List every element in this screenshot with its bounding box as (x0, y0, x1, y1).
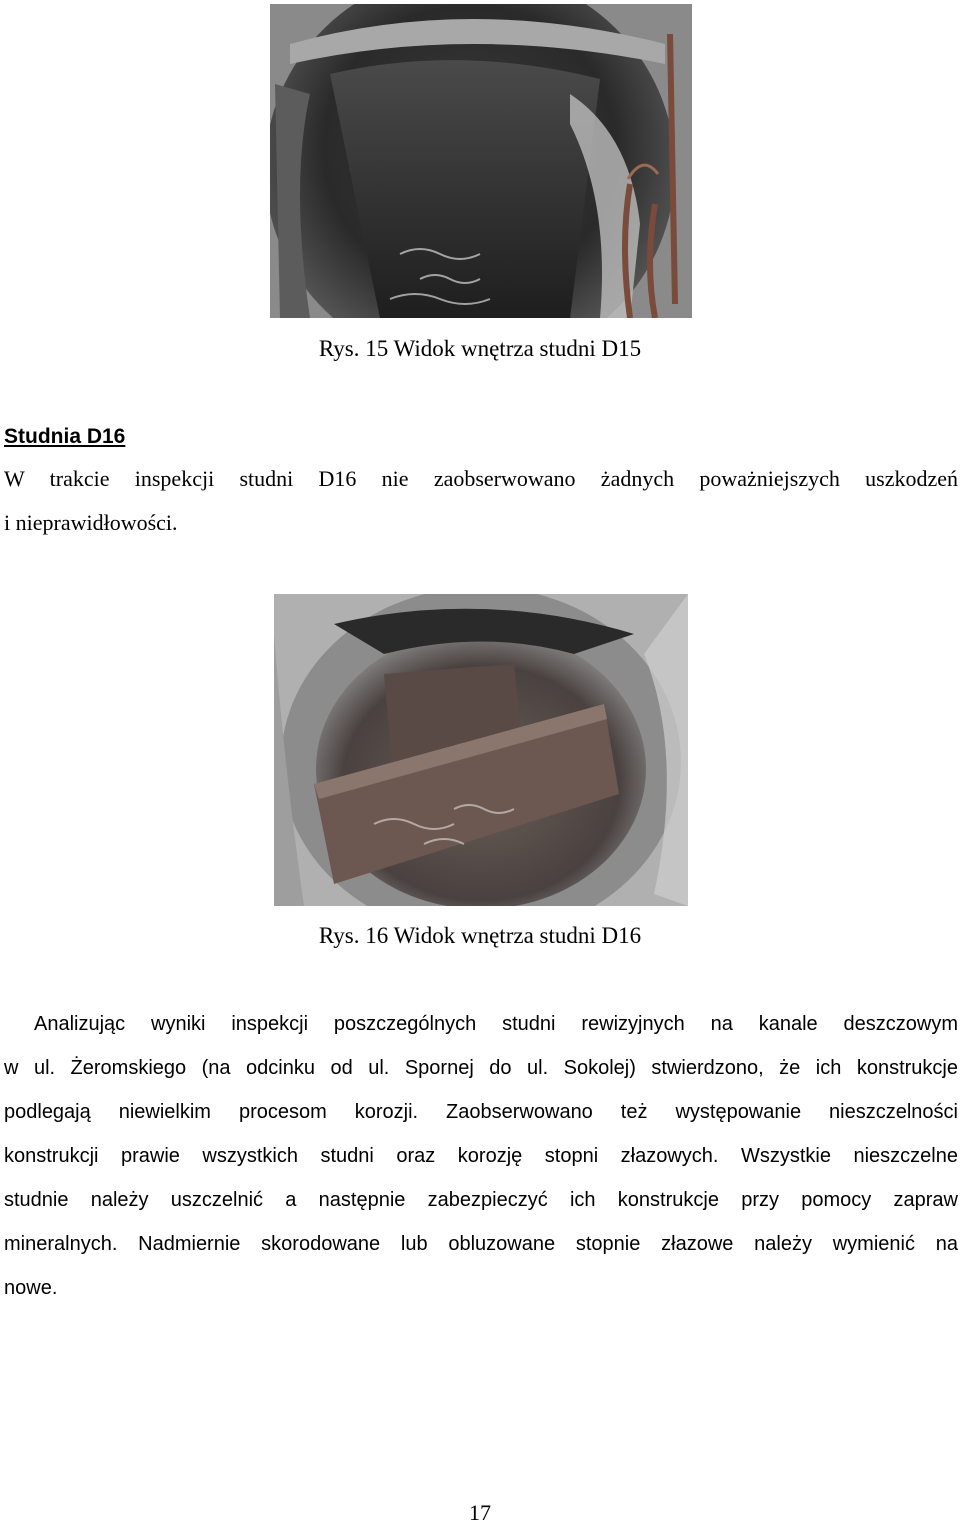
manhole-d16-interior-image (274, 594, 688, 906)
figure-16-caption: Rys. 16 Widok wnętrza studni D16 (318, 923, 642, 948)
paragraph-line: Analizując wyniki inspekcji poszczególnych studni rewizyjnych na kanale deszczowym (34, 1013, 958, 1035)
manhole-d15-interior-image (270, 4, 692, 318)
summary-paragraph (4, 1008, 958, 1316)
paragraph-line: podlegają niewielkim procesom korozji. Zaobserwowano też występowanie nieszczelności (4, 1101, 958, 1123)
paragraph-line: i nieprawidłowości. (4, 510, 178, 535)
section-paragraph (4, 464, 958, 552)
paragraph-line: w ul. Żeromskiego (na odcinku od ul. Spornej do ul. Sokolej) stwierdzono, że ich konstrukcje (4, 1057, 958, 1079)
figure-16-photo (274, 594, 688, 906)
figure-15-photo (270, 4, 692, 318)
paragraph-line: konstrukcji prawie wszystkich studni oraz korozję stopni złazowych. Wszystkie nieszczelne (4, 1145, 958, 1167)
paragraph-line: W trakcie inspekcji studni D16 nie zaobserwowano żadnych poważniejszych uszkodzeń (4, 466, 958, 491)
paragraph-line: studnie należy uszczelnić a następnie zabezpieczyć ich konstrukcje przy pomocy zapraw (4, 1189, 958, 1211)
paragraph-line: mineralnych. Nadmiernie skorodowane lub obluzowane stopnie złazowe należy wymienić na (4, 1233, 958, 1255)
page-number: 17 (469, 1500, 491, 1525)
section-heading: Studnia D16 (4, 425, 126, 448)
figure-15-caption: Rys. 15 Widok wnętrza studni D15 (318, 336, 642, 361)
paragraph-line: nowe. (4, 1277, 58, 1299)
